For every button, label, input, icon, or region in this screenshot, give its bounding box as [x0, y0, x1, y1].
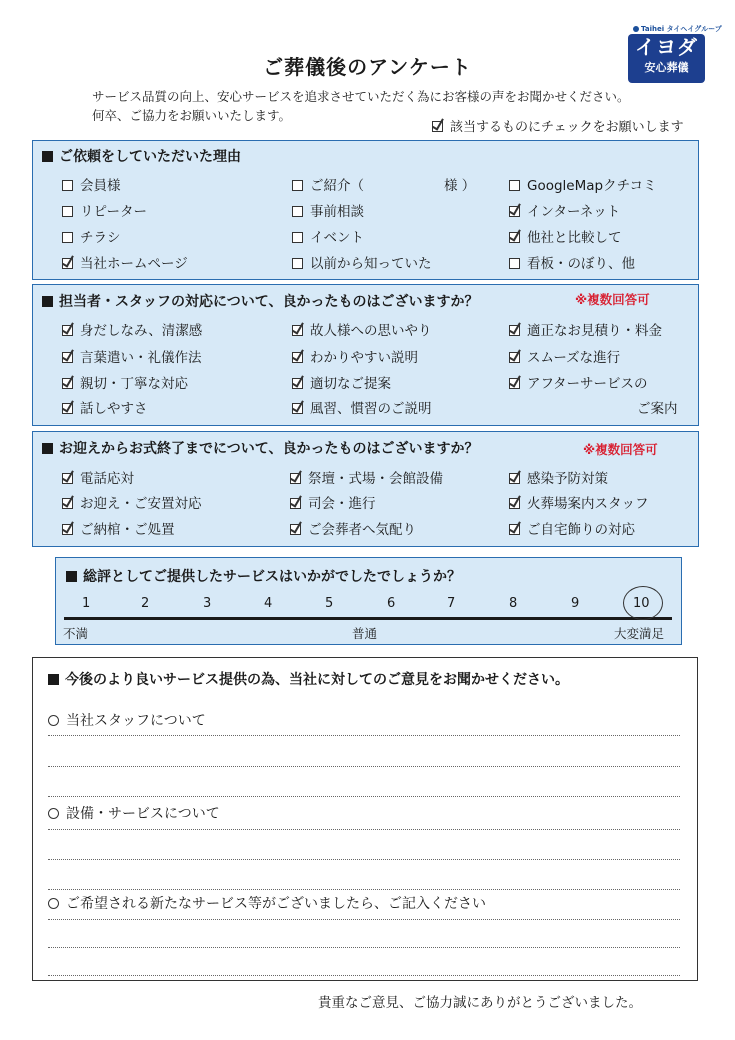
checkbox-item[interactable] [62, 467, 134, 487]
checkbox-item[interactable] [509, 518, 635, 538]
checkbox-label: チラシ [80, 230, 121, 246]
checkbox-label: ご納棺・ご処置 [80, 522, 175, 538]
answer-line[interactable] [48, 766, 680, 767]
circle-bullet-icon [48, 715, 59, 726]
checkbox-item[interactable] [292, 252, 432, 272]
checkbox[interactable] [290, 498, 301, 509]
checkbox-label: わかりやすい説明 [310, 350, 418, 366]
checkbox-item[interactable] [62, 372, 188, 392]
section-ceremony-title [42, 438, 478, 458]
multiple-answers-note-2: ※複数回答可 [583, 442, 658, 457]
checkbox-item[interactable] [62, 492, 202, 512]
checkbox-item[interactable] [509, 492, 649, 512]
rating-option[interactable]: 1 [82, 596, 91, 611]
square-bullet-icon [48, 674, 59, 685]
section-staff-title [42, 291, 478, 311]
checkbox-item[interactable] [62, 174, 121, 194]
question-facilities-text: 設備・サービスについて [66, 806, 220, 822]
checkbox[interactable] [509, 473, 520, 484]
checkbox-label: 感染予防対策 [527, 471, 608, 487]
checkbox-label: 当社ホームページ [80, 256, 188, 272]
checkbox-item[interactable] [509, 372, 648, 392]
checkbox[interactable] [292, 352, 303, 363]
checkbox[interactable] [292, 258, 303, 269]
square-bullet-icon [42, 296, 53, 307]
checkbox[interactable] [62, 206, 73, 217]
check-instruction [432, 116, 684, 135]
rating-scale-line [64, 617, 672, 620]
checkbox[interactable] [292, 180, 303, 191]
brand-dot-icon [633, 26, 639, 32]
question-facilities [48, 803, 220, 823]
checkbox-label: 看板・のぼり、他 [527, 256, 635, 272]
selected-rating-circle [623, 586, 663, 620]
rating-option[interactable]: 7 [447, 596, 456, 611]
section-staff-title-text: 担当者・スタッフの対応について、良かったものはございますか？ [59, 294, 479, 310]
checkbox[interactable] [290, 524, 301, 535]
comments-title [48, 669, 569, 689]
answer-line[interactable] [48, 735, 680, 736]
rating-option[interactable]: 8 [509, 596, 518, 611]
checkbox-label: 適正なお見積り・料金 [527, 323, 662, 339]
rating-label-low: 不満 [63, 626, 89, 641]
checkbox[interactable] [292, 378, 303, 389]
brand-group-name [633, 24, 722, 34]
checkbox-label: イベント [310, 230, 364, 246]
rating-option[interactable]: 4 [264, 596, 273, 611]
checkbox-item[interactable] [290, 518, 416, 538]
page-title: ご葬儀後のアンケート [263, 55, 472, 79]
checkbox-label: 他社と比較して [527, 230, 622, 246]
checkbox-label: お迎え・ご安置対応 [80, 496, 202, 512]
check-instruction-text: 該当するものにチェックをお願いします [450, 120, 684, 135]
checkbox-item[interactable] [292, 174, 475, 194]
logo-name: イヨダ [635, 35, 698, 59]
checkbox-item[interactable] [290, 467, 443, 487]
circle-bullet-icon [48, 808, 59, 819]
checkbox[interactable] [509, 378, 520, 389]
checkbox-label: 会員様 [80, 178, 121, 194]
checkbox-item[interactable] [62, 200, 147, 220]
checkbox-item[interactable] [509, 226, 622, 246]
rating-option[interactable]: 5 [325, 596, 334, 611]
answer-line[interactable] [48, 796, 680, 797]
checkbox-label: リピーター [80, 204, 147, 220]
checkbox-item[interactable] [62, 346, 202, 366]
checkbox-item[interactable] [62, 518, 175, 538]
checkbox-label: 風習、慣習のご説明 [310, 401, 432, 417]
checkbox[interactable] [62, 473, 73, 484]
checkbox-label: 親切・丁寧な対応 [80, 376, 188, 392]
checkbox-item[interactable] [290, 492, 376, 512]
checkbox[interactable] [509, 232, 520, 243]
checkbox-item[interactable] [62, 397, 148, 417]
square-bullet-icon [42, 443, 53, 454]
checkbox[interactable] [62, 498, 73, 509]
checkbox-item[interactable] [292, 372, 391, 392]
checkbox-item[interactable] [509, 200, 620, 220]
thank-you-message: 貴重なご意見、ご協力誠にありがとうございました。 [318, 995, 642, 1011]
brand-group-text: Taihei タイヘイグループ [641, 25, 722, 33]
checkbox[interactable] [62, 378, 73, 389]
checkbox-item[interactable] [509, 346, 620, 366]
answer-line[interactable] [48, 859, 680, 860]
answer-line[interactable] [48, 947, 680, 948]
checkbox-item[interactable] [292, 397, 432, 417]
square-bullet-icon [42, 151, 53, 162]
logo-tagline: 安心葬儀 [644, 61, 689, 74]
checkbox-item[interactable] [509, 467, 608, 487]
rating-label-mid: 普通 [352, 626, 378, 641]
multiple-answers-note: ※複数回答可 [575, 292, 650, 307]
checkbox[interactable] [509, 498, 520, 509]
item-continuation: ご案内 [637, 401, 678, 417]
square-bullet-icon [66, 571, 77, 582]
checkbox-label: 身だしなみ、清潔感 [80, 323, 203, 339]
section-reasons-title [42, 146, 241, 166]
checkbox-item[interactable] [509, 174, 657, 194]
rating-option[interactable]: 9 [571, 596, 580, 611]
rating-option[interactable]: 6 [387, 596, 396, 611]
intro-line-1: サービス品質の向上、安心サービスを追求させていただく為にお客様の声をお聞かせください。 [92, 89, 630, 104]
checkbox-label: 電話応対 [80, 471, 134, 487]
checkbox[interactable] [62, 180, 73, 191]
answer-line[interactable] [48, 919, 680, 920]
checkbox-label: 適切なご提案 [310, 376, 391, 392]
section-ceremony-title-text: お迎えからお式終了までについて、良かったものはございますか？ [59, 441, 479, 457]
answer-line[interactable] [48, 829, 680, 830]
checkbox-item[interactable] [292, 200, 364, 220]
checkbox-label: スムーズな進行 [527, 350, 621, 366]
checkbox-label: アフターサービスの [527, 376, 648, 392]
checkbox[interactable] [292, 232, 303, 243]
circle-bullet-icon [48, 898, 59, 909]
checkbox[interactable] [509, 524, 520, 535]
question-staff-text: 当社スタッフについて [66, 713, 206, 729]
checkbox-label-suffix: 様 ） [444, 178, 476, 194]
rating-option[interactable]: 3 [203, 596, 212, 611]
checkbox-label: 司会・進行 [308, 496, 376, 512]
checkbox-label: 言葉遣い・礼儀作法 [80, 350, 202, 366]
checkbox[interactable] [62, 403, 73, 414]
answer-line[interactable] [48, 889, 680, 890]
question-new-services-text: ご希望される新たなサービス等がございましたら、ご記入ください [66, 896, 486, 912]
checkbox-item[interactable] [292, 226, 364, 246]
checkbox-item[interactable] [292, 346, 418, 366]
question-new-services [48, 893, 486, 913]
checkbox-item[interactable] [62, 226, 121, 246]
checkbox[interactable] [62, 325, 73, 336]
section-rating-title-text: 総評としてご提供したサービスはいかがでしたでしょうか？ [83, 569, 461, 585]
section-reasons-title-text: ご依頼をしていただいた理由 [59, 149, 241, 165]
checkbox[interactable] [509, 352, 520, 363]
checkbox-label: ご紹介（ [310, 178, 364, 194]
rating-label-high: 大変満足 [614, 626, 665, 641]
checkbox[interactable] [292, 206, 303, 217]
checkbox-label: 事前相談 [310, 204, 364, 220]
checkbox[interactable] [509, 180, 520, 191]
checkbox-label: インターネット [527, 204, 621, 220]
checkbox[interactable] [62, 232, 73, 243]
checkbox-item[interactable] [292, 319, 432, 339]
comments-title-text: 今後のより良いサービス提供の為、当社に対してのご意見をお聞かせください。 [65, 672, 569, 688]
checkbox[interactable] [62, 524, 73, 535]
checkbox-label: 以前から知っていた [310, 256, 432, 272]
checkbox[interactable] [290, 473, 301, 484]
checkbox-item[interactable] [509, 319, 662, 339]
checkbox[interactable] [509, 325, 520, 336]
checkbox[interactable] [62, 352, 73, 363]
checkbox-item[interactable] [62, 252, 188, 272]
checkbox-label: 祭壇・式場・会館設備 [308, 471, 443, 487]
question-staff [48, 710, 206, 730]
checkbox-sample-icon [432, 121, 443, 132]
checkbox[interactable] [292, 325, 303, 336]
intro-line-2: 何卒、ご協力をお願いいたします。 [92, 108, 292, 123]
checkbox-label: ご自宅飾りの対応 [527, 522, 635, 538]
checkbox-item[interactable] [509, 252, 635, 272]
checkbox-label: GoogleMapクチコミ [527, 178, 657, 194]
checkbox-item[interactable] [62, 319, 202, 339]
checkbox[interactable] [292, 403, 303, 414]
checkbox-label: 話しやすさ [80, 401, 148, 417]
checkbox[interactable] [509, 258, 520, 269]
rating-option[interactable]: 10 [633, 596, 650, 611]
checkbox[interactable] [62, 258, 73, 269]
checkbox-label: ご会葬者へ気配り [308, 522, 416, 538]
checkbox[interactable] [509, 206, 520, 217]
rating-option[interactable]: 2 [141, 596, 150, 611]
section-rating-title [66, 566, 461, 586]
checkbox-label: 故人様への思いやり [310, 323, 432, 339]
checkbox-label: 火葬場案内スタッフ [527, 496, 649, 512]
answer-line[interactable] [48, 975, 680, 976]
